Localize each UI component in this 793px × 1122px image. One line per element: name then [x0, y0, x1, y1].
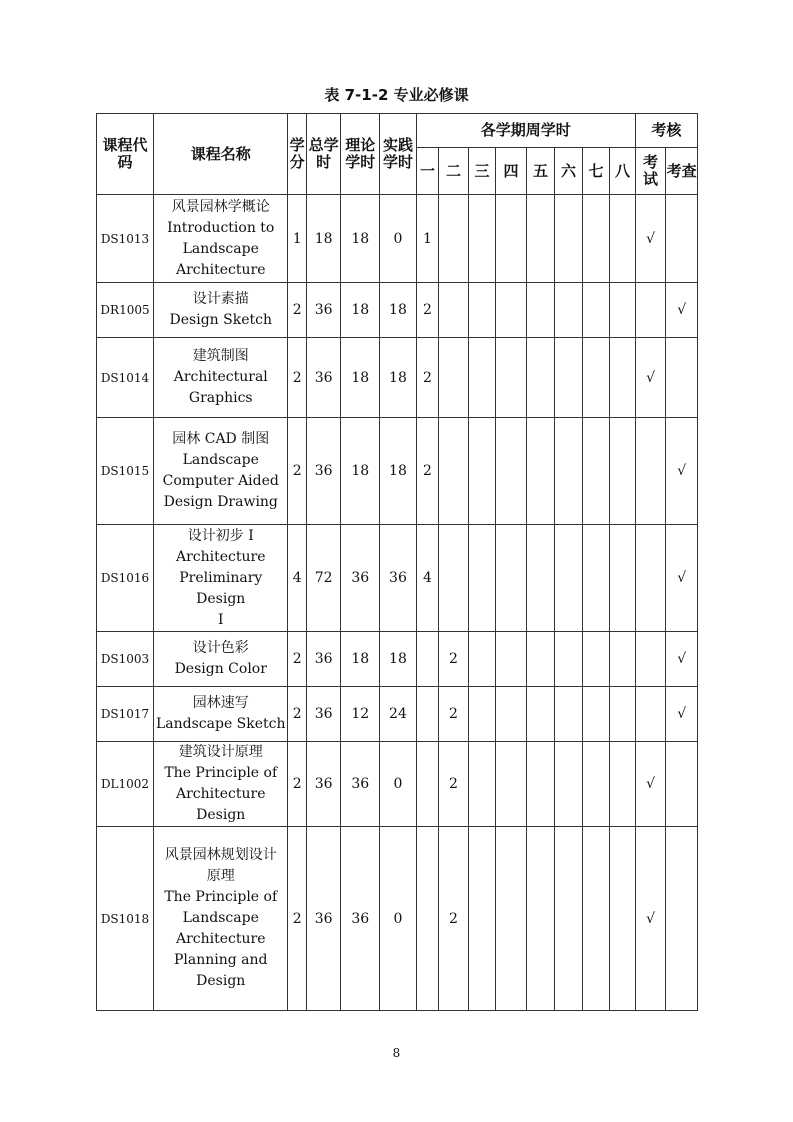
- semester-6-cell: [555, 525, 583, 632]
- semester-5-cell: [526, 742, 555, 827]
- table-row: [97, 525, 698, 632]
- semester-3-cell: [468, 283, 496, 338]
- header-semester-6: 六: [555, 148, 583, 195]
- semester-2-cell: [439, 195, 469, 283]
- table-caption: 表 7-1-2 专业必修课: [324, 86, 469, 104]
- semester-7-cell: [582, 525, 610, 632]
- check-mark: [666, 827, 698, 1011]
- credit-cell: 2: [288, 283, 306, 338]
- semester-8-cell: [610, 827, 635, 1011]
- semester-3-cell: [468, 418, 496, 525]
- semester-7-cell: [582, 632, 610, 687]
- semester-7-cell: [582, 283, 610, 338]
- practice-hours-cell: 0: [380, 742, 417, 827]
- header-semester-1: 一: [416, 148, 438, 195]
- semester-6-cell: [555, 827, 583, 1011]
- semester-5-cell: [526, 338, 555, 418]
- semester-6-cell: [555, 195, 583, 283]
- semester-6-cell: [555, 687, 583, 742]
- semester-2-cell: 2: [439, 742, 469, 827]
- course-rows: [97, 195, 698, 1011]
- theory-hours-cell: 18: [341, 283, 380, 338]
- course-name-line: Design: [196, 973, 246, 989]
- semester-5-cell: [526, 418, 555, 525]
- semester-6-cell: [555, 338, 583, 418]
- semester-8-cell: [610, 742, 635, 827]
- check-mark: [666, 338, 698, 418]
- semester-5-cell: [526, 687, 555, 742]
- semester-8-cell: [610, 525, 635, 632]
- header-semester-8: 八: [610, 148, 635, 195]
- theory-hours-cell: 18: [341, 195, 380, 283]
- exam-mark: √: [635, 338, 666, 418]
- header-course-code: 课程代码: [97, 114, 154, 195]
- course-name: [154, 418, 288, 525]
- course-name-line: Landscape: [182, 452, 259, 468]
- exam-mark: √: [635, 827, 666, 1011]
- semester-1-cell: 4: [416, 525, 438, 632]
- course-name-line: 设计初步 I: [187, 527, 254, 544]
- total-hours-cell: 36: [306, 338, 341, 418]
- semester-8-cell: [610, 338, 635, 418]
- required-courses-table: [96, 113, 698, 1011]
- table-row: [97, 827, 698, 1011]
- semester-5-cell: [526, 827, 555, 1011]
- course-name: [154, 687, 288, 742]
- semester-5-cell: [526, 525, 555, 632]
- course-name-line: I: [217, 611, 224, 628]
- page-number: 8: [392, 1046, 401, 1060]
- header-semester-7: 七: [582, 148, 610, 195]
- credit-cell: 2: [288, 632, 306, 687]
- exam-mark: [635, 632, 666, 687]
- course-name-line: Computer Aided: [162, 473, 279, 489]
- course-name-line: 设计素描: [192, 291, 249, 307]
- table-row: [97, 418, 698, 525]
- course-code: DS1015: [97, 418, 154, 525]
- course-name-line: 建筑制图: [192, 348, 249, 364]
- practice-hours-cell: 24: [380, 687, 417, 742]
- semester-3-cell: [468, 742, 496, 827]
- semester-8-cell: [610, 283, 635, 338]
- semester-8-cell: [610, 418, 635, 525]
- course-name-line: Introduction to: [167, 219, 275, 236]
- course-code: DR1005: [97, 283, 154, 338]
- semester-8-cell: [610, 195, 635, 283]
- course-name-line: 风景园林学概论: [171, 198, 270, 215]
- table-row: [97, 195, 698, 283]
- semester-4-cell: [496, 283, 527, 338]
- course-name: [154, 283, 288, 338]
- course-name-line: 风景园林规划设计: [164, 847, 277, 863]
- header-credit: 学分: [288, 114, 306, 195]
- header-semester-5: 五: [526, 148, 555, 195]
- course-code: DS1003: [97, 632, 154, 687]
- course-code: DS1018: [97, 827, 154, 1011]
- semester-4-cell: [496, 418, 527, 525]
- semester-5-cell: [526, 632, 555, 687]
- course-name: [154, 827, 288, 1011]
- course-name-line: Design Sketch: [169, 312, 272, 328]
- exam-mark: √: [635, 742, 666, 827]
- semester-7-cell: [582, 338, 610, 418]
- course-name: [154, 195, 288, 283]
- practice-hours-cell: 18: [380, 283, 417, 338]
- semester-1-cell: 2: [416, 338, 438, 418]
- course-name-line: Architecture: [176, 261, 266, 278]
- semester-3-cell: [468, 338, 496, 418]
- exam-mark: [635, 687, 666, 742]
- check-mark: [666, 195, 698, 283]
- course-name-line: The Principle of: [164, 889, 278, 905]
- semester-4-cell: [496, 195, 527, 283]
- course-name: [154, 632, 288, 687]
- course-name-line: Design Color: [174, 661, 267, 677]
- semester-6-cell: [555, 632, 583, 687]
- total-hours-cell: 36: [306, 283, 341, 338]
- check-mark: √: [666, 632, 698, 687]
- semester-4-cell: [496, 338, 527, 418]
- semester-6-cell: [555, 742, 583, 827]
- credit-cell: 2: [288, 827, 306, 1011]
- semester-4-cell: [496, 525, 527, 632]
- semester-2-cell: 2: [439, 632, 469, 687]
- course-name: [154, 525, 288, 632]
- practice-hours-cell: 36: [380, 525, 417, 632]
- semester-7-cell: [582, 418, 610, 525]
- header-semester-2: 二: [439, 148, 469, 195]
- practice-hours-cell: 0: [380, 195, 417, 283]
- semester-2-cell: [439, 338, 469, 418]
- semester-2-cell: [439, 283, 469, 338]
- semester-2-cell: 2: [439, 827, 469, 1011]
- check-mark: √: [666, 687, 698, 742]
- header-practice-hours: 实践学时: [380, 114, 417, 195]
- check-mark: [666, 742, 698, 827]
- exam-mark: [635, 283, 666, 338]
- header-semester-3: 三: [468, 148, 496, 195]
- total-hours-cell: 36: [306, 827, 341, 1011]
- semester-3-cell: [468, 195, 496, 283]
- course-code: DS1017: [97, 687, 154, 742]
- header-theory-hours: 理论学时: [341, 114, 380, 195]
- course-name-line: Preliminary Design: [179, 569, 263, 607]
- semester-4-cell: [496, 687, 527, 742]
- header-course-name: 课程名称: [154, 114, 288, 195]
- total-hours-cell: 36: [306, 632, 341, 687]
- total-hours-cell: 36: [306, 418, 341, 525]
- total-hours-cell: 18: [306, 195, 341, 283]
- semester-5-cell: [526, 195, 555, 283]
- course-name-line: The Principle of: [164, 765, 278, 781]
- exam-mark: [635, 418, 666, 525]
- practice-hours-cell: 18: [380, 418, 417, 525]
- check-mark: √: [666, 283, 698, 338]
- semester-3-cell: [468, 632, 496, 687]
- semester-1-cell: 2: [416, 418, 438, 525]
- table-row: [97, 742, 698, 827]
- exam-mark: [635, 525, 666, 632]
- total-hours-cell: 72: [306, 525, 341, 632]
- credit-cell: 2: [288, 687, 306, 742]
- theory-hours-cell: 12: [341, 687, 380, 742]
- course-name: [154, 742, 288, 827]
- theory-hours-cell: 36: [341, 827, 380, 1011]
- course-name-line: 园林 CAD 制图: [172, 431, 270, 447]
- table-row: [97, 687, 698, 742]
- course-name-line: Architecture Design: [176, 786, 266, 823]
- semester-2-cell: [439, 418, 469, 525]
- check-mark: √: [666, 525, 698, 632]
- semester-8-cell: [610, 687, 635, 742]
- theory-hours-cell: 18: [341, 632, 380, 687]
- semester-6-cell: [555, 418, 583, 525]
- header-semester-hours: 各学期周学时: [416, 114, 635, 148]
- practice-hours-cell: 0: [380, 827, 417, 1011]
- course-name-line: Landscape Sketch: [155, 716, 286, 732]
- semester-4-cell: [496, 742, 527, 827]
- header-check: 考查: [666, 148, 698, 195]
- course-code: DS1016: [97, 525, 154, 632]
- header-exam: 考试: [635, 148, 666, 195]
- semester-1-cell: 2: [416, 283, 438, 338]
- semester-7-cell: [582, 827, 610, 1011]
- credit-cell: 2: [288, 742, 306, 827]
- check-mark: √: [666, 418, 698, 525]
- credit-cell: 2: [288, 418, 306, 525]
- course-name-line: Landscape: [182, 910, 259, 926]
- course-name: [154, 338, 288, 418]
- total-hours-cell: 36: [306, 742, 341, 827]
- course-name-line: Architecture: [176, 548, 266, 565]
- header-semester-4: 四: [496, 148, 527, 195]
- practice-hours-cell: 18: [380, 338, 417, 418]
- course-name-line: Graphics: [188, 390, 253, 406]
- semester-5-cell: [526, 283, 555, 338]
- course-name-line: Architecture: [176, 931, 266, 947]
- semester-6-cell: [555, 283, 583, 338]
- course-name-line: Design Drawing: [163, 494, 278, 510]
- course-name-line: Landscape: [182, 240, 259, 257]
- semester-7-cell: [582, 742, 610, 827]
- practice-hours-cell: 18: [380, 632, 417, 687]
- semester-1-cell: [416, 687, 438, 742]
- semester-1-cell: [416, 742, 438, 827]
- credit-cell: 4: [288, 525, 306, 632]
- semester-1-cell: 1: [416, 195, 438, 283]
- course-name-line: 建筑设计原理: [178, 744, 263, 760]
- table-row: [97, 283, 698, 338]
- semester-8-cell: [610, 632, 635, 687]
- semester-7-cell: [582, 687, 610, 742]
- semester-4-cell: [496, 827, 527, 1011]
- table-row: [97, 632, 698, 687]
- table-row: [97, 338, 698, 418]
- credit-cell: 2: [288, 338, 306, 418]
- course-code: DS1014: [97, 338, 154, 418]
- theory-hours-cell: 18: [341, 338, 380, 418]
- header-assessment: 考核: [635, 114, 697, 148]
- header-total-hours: 总学时: [306, 114, 341, 195]
- theory-hours-cell: 18: [341, 418, 380, 525]
- theory-hours-cell: 36: [341, 525, 380, 632]
- course-name-line: Architectural: [173, 369, 268, 385]
- semester-3-cell: [468, 827, 496, 1011]
- semester-2-cell: 2: [439, 687, 469, 742]
- course-code: DL1002: [97, 742, 154, 827]
- semester-1-cell: [416, 632, 438, 687]
- course-name-line: Planning and: [174, 952, 268, 968]
- semester-7-cell: [582, 195, 610, 283]
- course-name-line: 原理: [206, 868, 235, 884]
- semester-1-cell: [416, 827, 438, 1011]
- credit-cell: 1: [288, 195, 306, 283]
- theory-hours-cell: 36: [341, 742, 380, 827]
- course-code: DS1013: [97, 195, 154, 283]
- course-name-line: 设计色彩: [192, 640, 249, 656]
- total-hours-cell: 36: [306, 687, 341, 742]
- course-name-line: 园林速写: [192, 695, 249, 711]
- semester-2-cell: [439, 525, 469, 632]
- semester-3-cell: [468, 525, 496, 632]
- exam-mark: √: [635, 195, 666, 283]
- semester-3-cell: [468, 687, 496, 742]
- semester-4-cell: [496, 632, 527, 687]
